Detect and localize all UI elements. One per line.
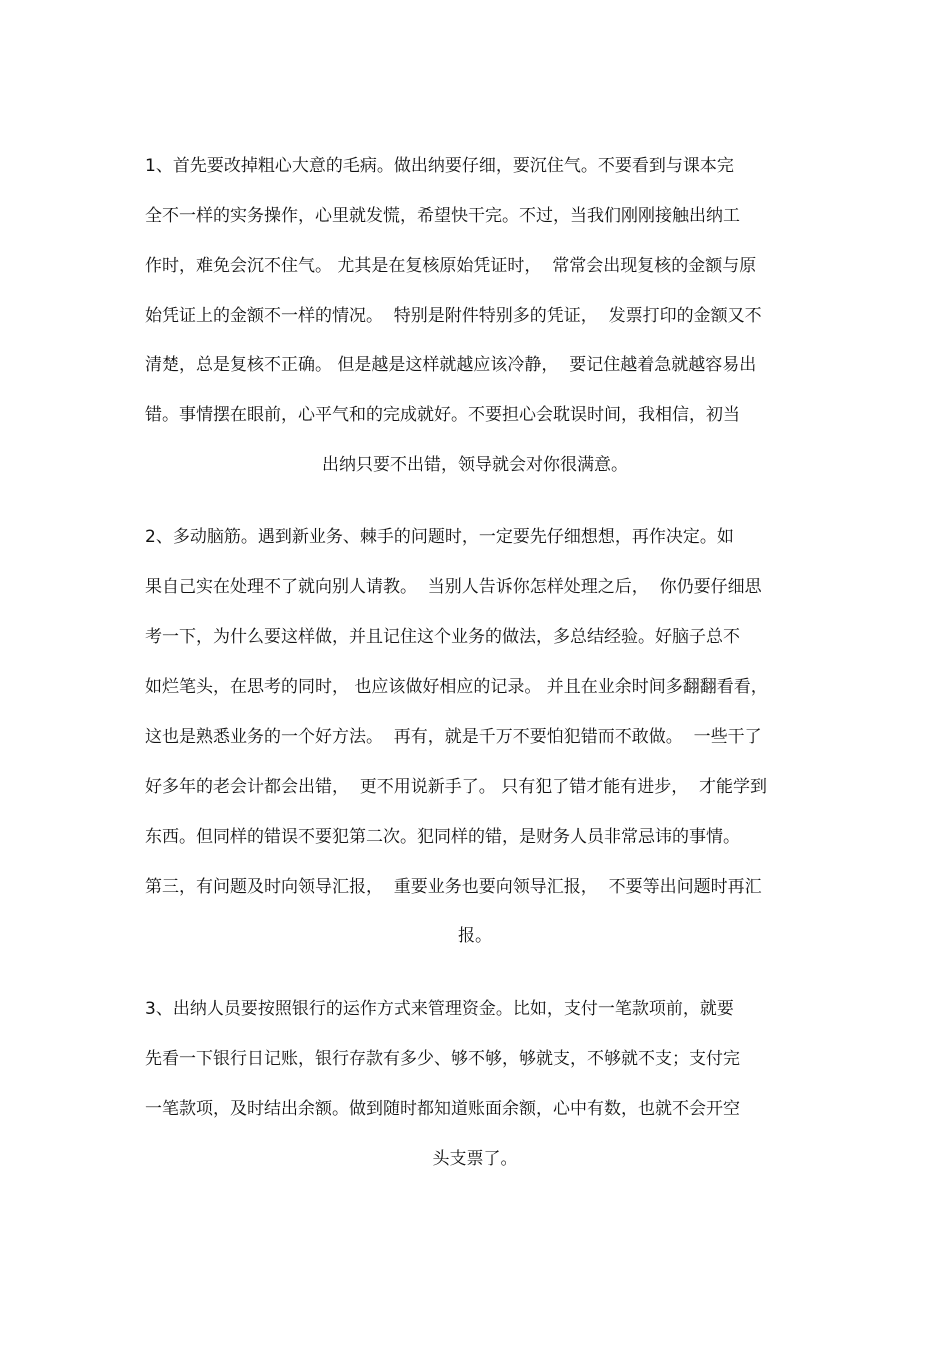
text-line: 始凭证上的金额不一样的情况。 特别是附件特别多的凭证， 发票打印的金额又不 (145, 306, 762, 326)
text-line: 考一下，为什么要这样做，并且记住这个业务的做法，多总结经验。好脑子总不 (145, 627, 740, 647)
text-line: 3、出纳人员要按照银行的运作方式来管理资金。比如，支付一笔款项前，就要 (145, 999, 734, 1019)
text-line: 头支票了。 (432, 1149, 518, 1169)
text-line: 错。事情摆在眼前，心平气和的完成就好。不要担心会耽误时间，我相信，初当 (145, 405, 740, 425)
text-line: 第三，有问题及时向领导汇报， 重要业务也要向领导汇报， 不要等出问题时再汇 (145, 877, 762, 897)
text-line: 2、多动脑筋。遇到新业务、棘手的问题时，一定要先仔细想想，再作决定。如 (145, 527, 734, 547)
text-line: 好多年的老会计都会出错， 更不用说新手了。 只有犯了错才能有进步， 才能学到 (145, 777, 768, 797)
text-line: 全不一样的实务操作，心里就发慌，希望快干完。不过，当我们刚刚接触出纳工 (145, 206, 740, 226)
text-line: 报。 (458, 926, 492, 946)
text-line: 清楚，总是复核不正确。 但是越是这样就越应该冷静， 要记住越着急就越容易出 (145, 355, 757, 375)
text-line: 作时，难免会沉不住气。 尤其是在复核原始凭证时， 常常会出现复核的金额与原 (145, 256, 757, 276)
text-line: 1、首先要改掉粗心大意的毛病。做出纳要仔细，要沉住气。不要看到与课本完 (145, 156, 734, 176)
text-line: 先看一下银行日记账，银行存款有多少、够不够，够就支，不够就不支；支付完 (145, 1049, 740, 1069)
text-line: 一笔款项，及时结出余额。做到随时都知道账面余额，心中有数，也就不会开空 (145, 1099, 740, 1119)
text-line: 这也是熟悉业务的一个好方法。 再有，就是千万不要怕犯错而不敢做。 一些干了 (145, 727, 762, 747)
text-line: 东西。但同样的错误不要犯第二次。犯同样的错，是财务人员非常忌讳的事情。 (145, 827, 740, 847)
text-line: 果自己实在处理不了就向别人请教。 当别人告诉你怎样处理之后， 你仍要仔细思 (145, 577, 762, 597)
text-line: 出纳只要不出错，领导就会对你很满意。 (322, 455, 628, 475)
text-line: 如烂笔头，在思考的同时， 也应该做好相应的记录。 并且在业余时间多翻翻看看， (145, 677, 768, 697)
